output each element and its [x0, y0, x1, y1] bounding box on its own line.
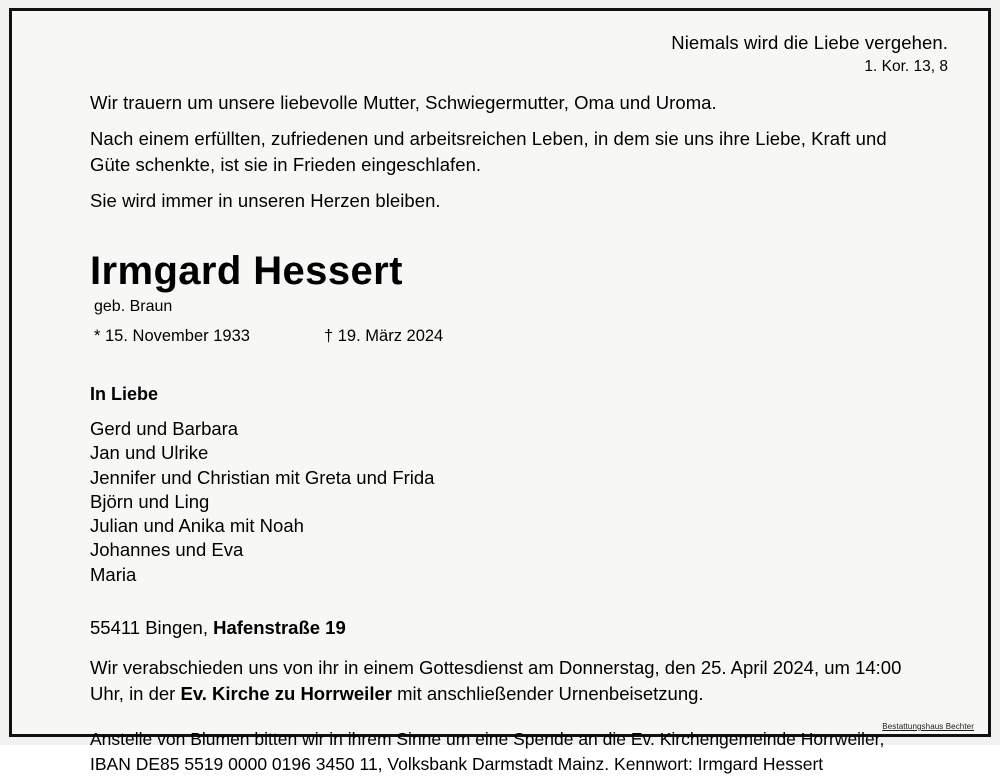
- intro-paragraph: Wir trauern um unsere liebevolle Mutter, Schwiegermutter, Oma und Uroma.: [90, 92, 717, 113]
- address-street: Hafenstraße 19: [213, 617, 346, 639]
- donation-line-1: Anstelle von Blumen bitten wir in ihrem Sinne um eine Spende an die Ev. Kirchengemeinde Horrweiler,: [90, 729, 885, 750]
- bible-verse: [90, 31, 960, 78]
- donation-note: [90, 727, 930, 777]
- mourners-heading: In Liebe: [90, 384, 159, 404]
- funeral-home-credit: Bestattungshaus Bechter: [882, 722, 974, 731]
- deceased-block: [90, 248, 960, 346]
- life-dates: [90, 327, 960, 346]
- service-details: [90, 655, 925, 707]
- memory-paragraph: Sie wird immer in unseren Herzen bleiben.: [90, 190, 441, 211]
- death-date: † 19. März 2024: [324, 327, 444, 345]
- deceased-name: Irmgard Hessert: [90, 249, 403, 293]
- mourners-list: [90, 417, 960, 587]
- notice-content: [12, 11, 988, 775]
- birth-date: * 15. November 1933: [94, 327, 250, 345]
- list-item: Jennifer und Christian mit Greta und Frida: [90, 466, 435, 488]
- list-item: Julian und Anika mit Noah: [90, 515, 304, 537]
- verse-text: Niemals wird die Liebe vergehen.: [671, 32, 948, 53]
- page-border-frame: [9, 8, 991, 775]
- list-item: Johannes und Eva: [90, 539, 244, 561]
- list-item: Maria: [90, 563, 137, 585]
- maiden-name: geb. Braun: [94, 298, 173, 315]
- address-city: 55411 Bingen: [90, 617, 203, 639]
- verse-reference: 1. Kor. 13, 8: [864, 58, 948, 75]
- list-item: Björn und Ling: [90, 490, 210, 512]
- life-paragraph: Nach einem erfüllten, zufriedenen und arbeitsreichen Leben, in dem sie uns ihre Liebe, Kraft und Güte schenkte, ist sie in Frieden eingeschlafen.: [90, 128, 887, 175]
- list-item: Jan und Ulrike: [90, 442, 209, 464]
- service-text-part1: Wir verabschieden uns von ihr in einem Gottesdienst am Donnerstag, den 25. April 2024, um 14:00 Uhr, in der: [90, 657, 902, 705]
- donation-line-2: IBAN DE85 5519 0000 0196 3450 11, Volksbank Darmstadt Mainz. Kennwort: Irmgard Hessert: [90, 754, 824, 775]
- list-item: Gerd und Barbara: [90, 418, 239, 439]
- service-church: Ev. Kirche zu Horrweiler: [180, 683, 392, 705]
- address-separator: ,: [202, 617, 214, 639]
- address-line: [90, 617, 960, 639]
- service-text-part2: mit anschließender Urnenbeisetzung.: [391, 683, 704, 705]
